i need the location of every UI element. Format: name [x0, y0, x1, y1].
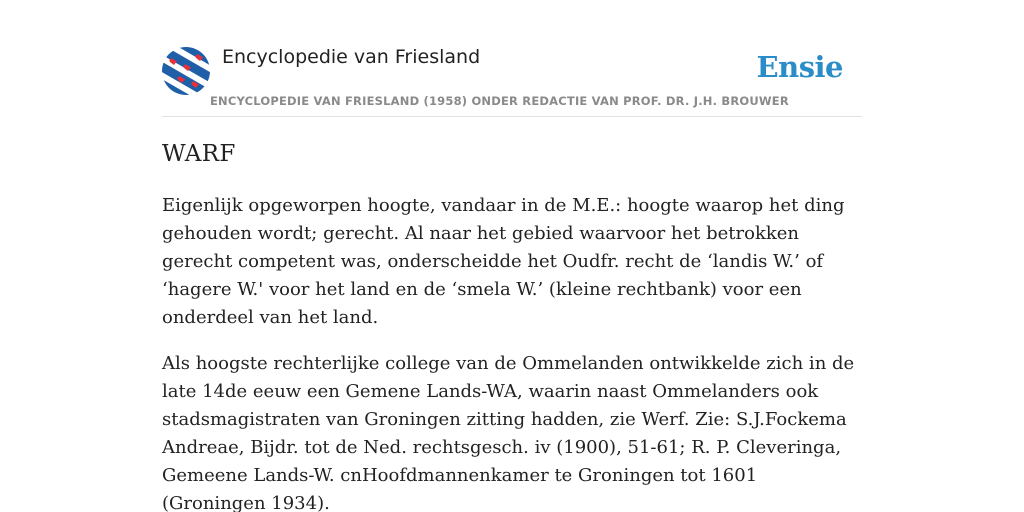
site-title[interactable]: Encyclopedie van Friesland: [222, 46, 481, 68]
brand-logo[interactable]: Ensie: [756, 50, 843, 84]
site-header: [162, 44, 862, 117]
article-body: [162, 192, 864, 512]
article-paragraph: Eigenlijk opgeworpen hoogte, vandaar in de M.E.: hoogte waarop het ding gehouden wordt; gerecht. Al naar het gebied waarvoor het betrokken gerecht competent was, onderscheidde het Oudfr. recht de ‘landis W.’ of ‘hagere W.' voor het land en de ‘smela W.’ (kleine rechtbank) voor een onderdeel van het land.: [162, 195, 845, 328]
source-subtitle: ENCYCLOPEDIE VAN FRIESLAND (1958) ONDER REDACTIE VAN PROF. DR. J.H. BROUWER: [210, 94, 789, 108]
frisian-flag-logo-icon[interactable]: [162, 47, 210, 95]
article-paragraph: Als hoogste rechterlijke college van de Ommelanden ontwikkelde zich in de late 14de eeuw een Gemene Lands-WA, waarin naast Ommelanders ook stadsmagistraten van Groningen zitting hadden, zie Werf. Zie: S.J.Fockema Andreae, Bijdr. tot de Ned. rechtsgesch. iv (1900), 51-61; R. P. Cleveringa, Gemeene Lands-W. cnHoofdmannenkamer te Groningen tot 1601 (Groningen 1934).: [162, 353, 855, 512]
article-title: WARF: [162, 141, 236, 167]
